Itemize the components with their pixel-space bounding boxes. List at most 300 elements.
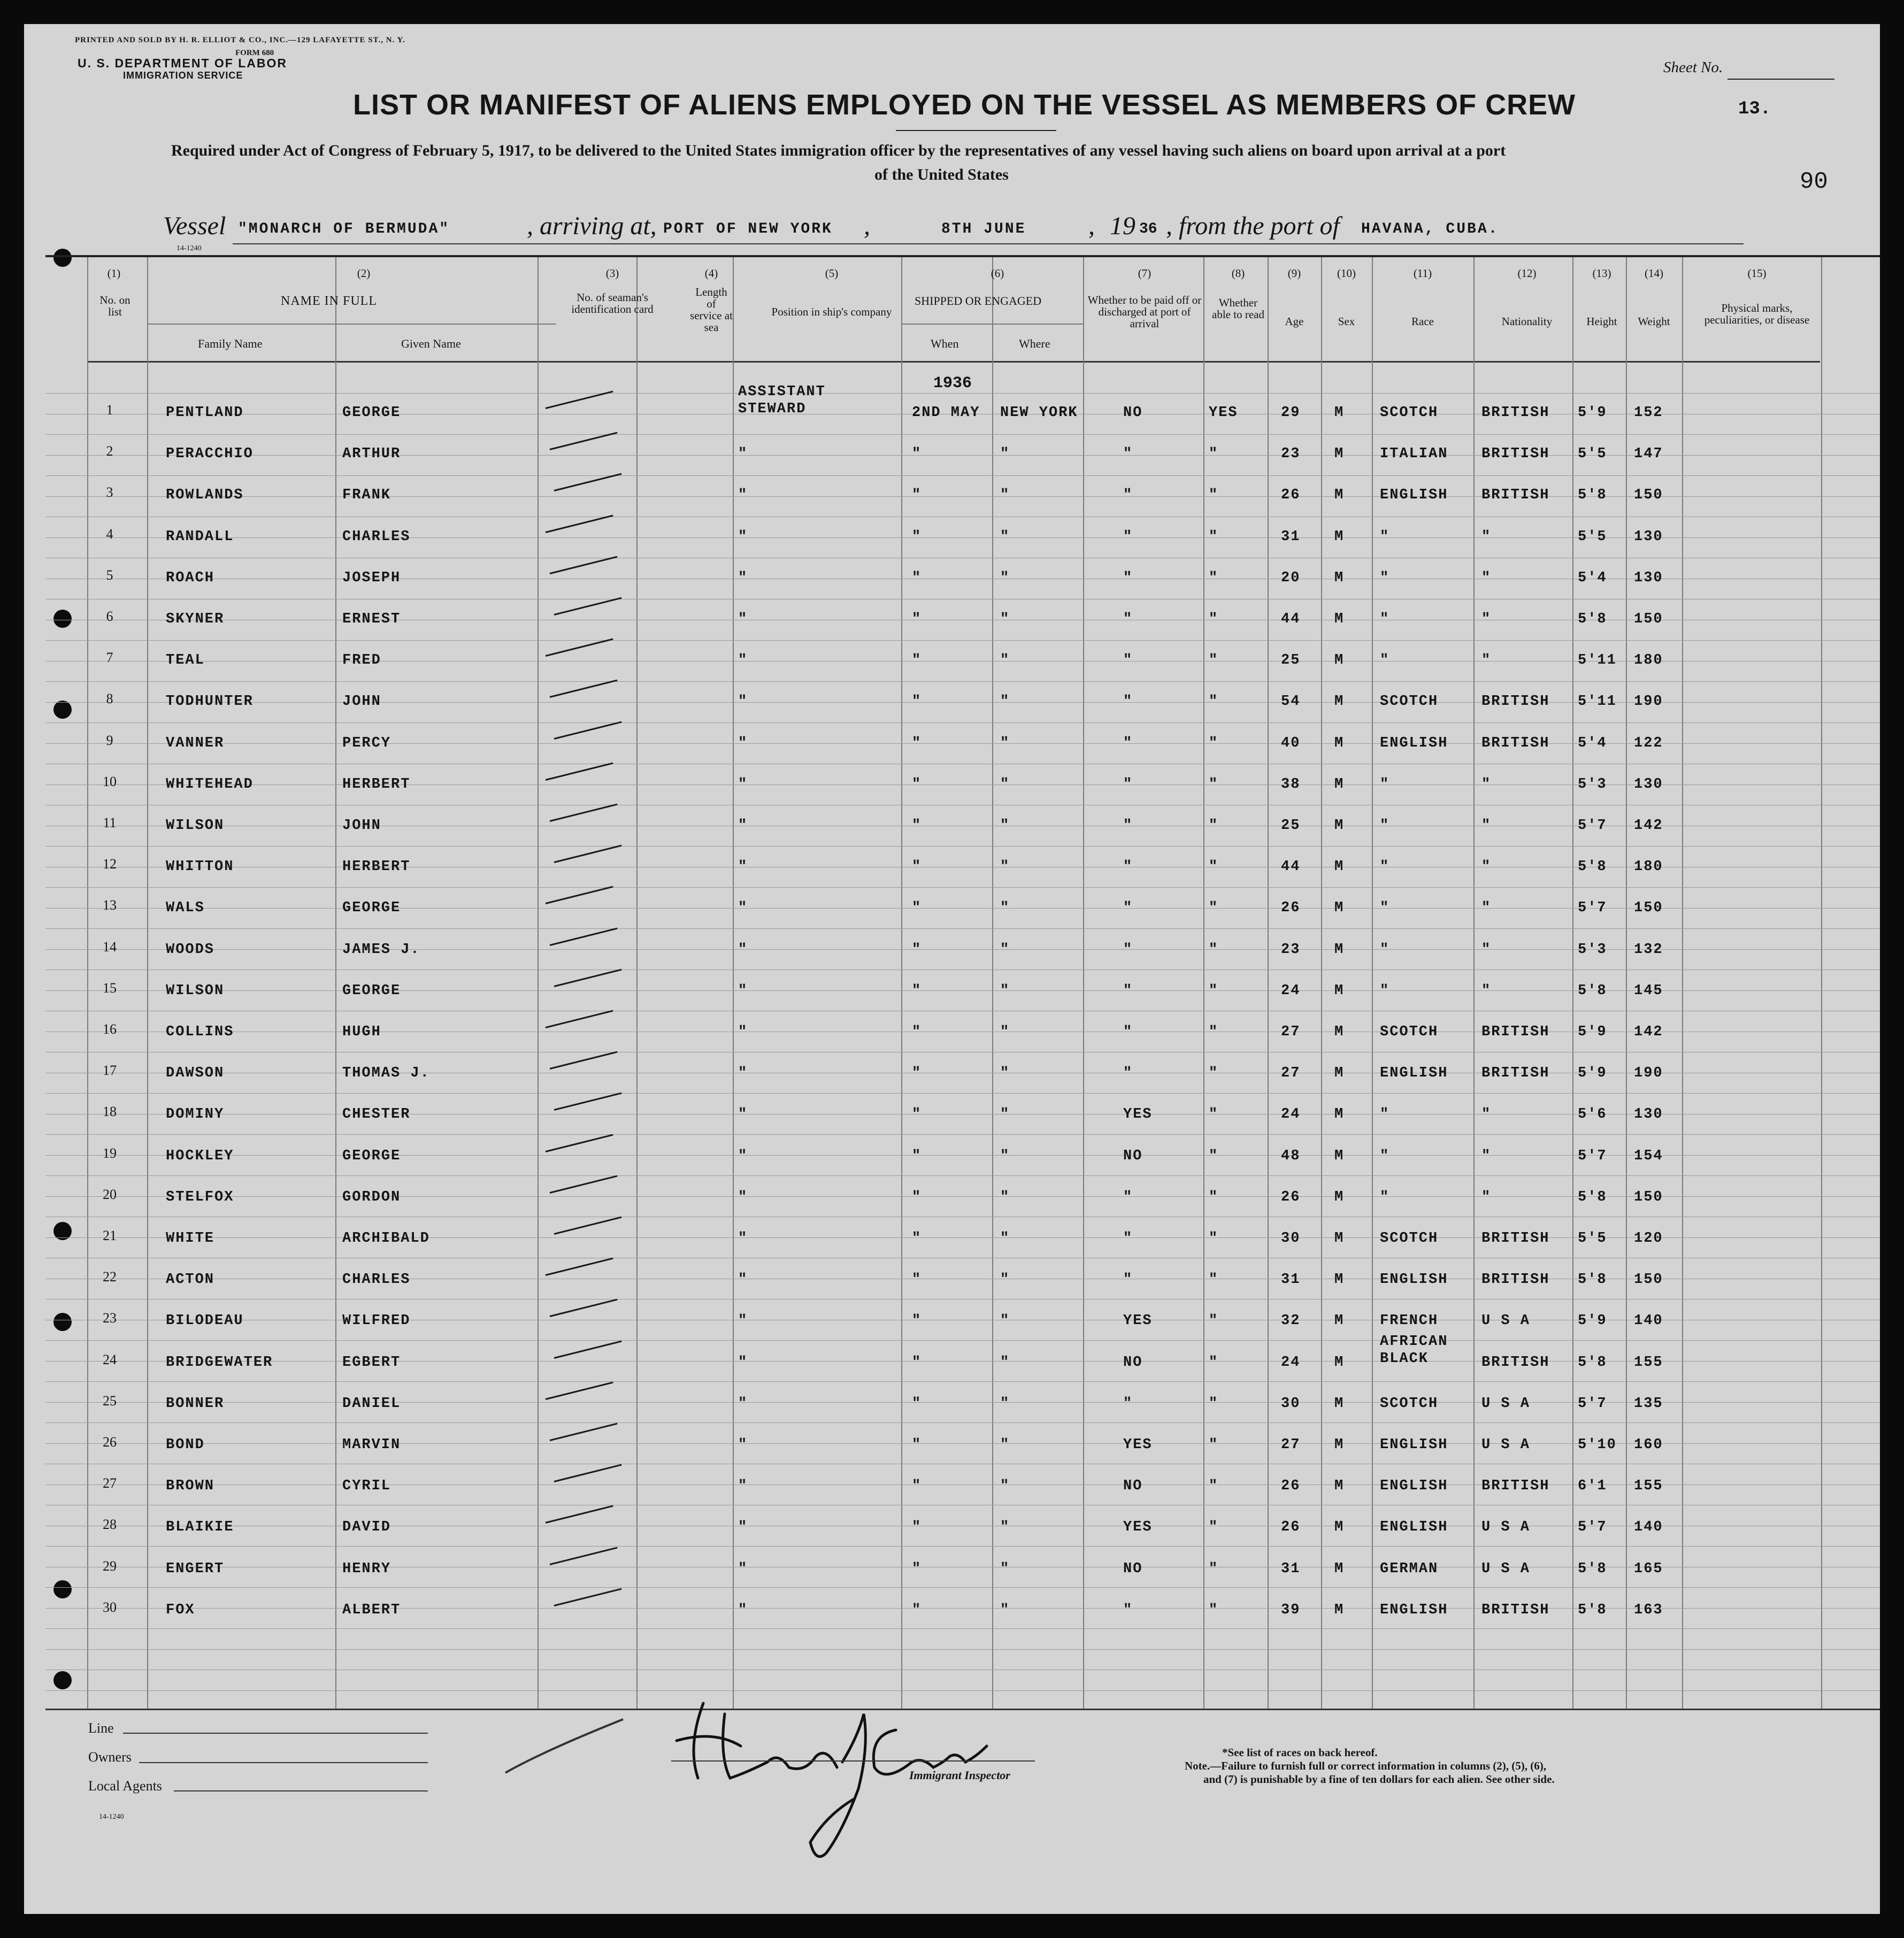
- position: ": [738, 735, 748, 751]
- shipped-where: ": [1000, 1106, 1010, 1123]
- race: ": [1380, 859, 1390, 875]
- inspector-label: Immigrant Inspector: [909, 1768, 1010, 1782]
- height: 6'1: [1578, 1478, 1607, 1495]
- sex: M: [1334, 1560, 1345, 1577]
- shipped-where: ": [1000, 1148, 1010, 1164]
- weight: 130: [1634, 776, 1663, 793]
- shipped-when: ": [912, 1437, 922, 1453]
- nationality: ": [1481, 528, 1492, 545]
- title-rule: [896, 130, 1056, 131]
- height: 5'8: [1578, 487, 1607, 504]
- position: ": [738, 446, 748, 463]
- shipped-when: ": [912, 859, 922, 875]
- height: 5'5: [1578, 1231, 1607, 1247]
- sex: M: [1334, 694, 1345, 710]
- paid-off: NO: [1123, 1354, 1143, 1371]
- col-number-13: (13): [1592, 267, 1611, 280]
- shipped-where: ": [1000, 1189, 1010, 1205]
- height: 5'9: [1578, 1313, 1607, 1329]
- paid-off: ": [1123, 570, 1133, 586]
- nationality: BRITISH: [1481, 405, 1550, 421]
- sex: M: [1334, 859, 1345, 875]
- weight: 145: [1634, 982, 1663, 999]
- able-to-read: ": [1209, 1272, 1219, 1288]
- weight: 150: [1634, 900, 1663, 917]
- race: ": [1380, 528, 1390, 545]
- vessel-label: Vessel: [163, 212, 226, 240]
- weight: 130: [1634, 528, 1663, 545]
- check-mark-stroke: [550, 1051, 618, 1070]
- given-name: GEORGE: [342, 982, 401, 999]
- position: ": [738, 570, 748, 586]
- weight: 130: [1634, 570, 1663, 586]
- able-to-read: ": [1209, 818, 1219, 834]
- weight: 190: [1634, 1065, 1663, 1082]
- paid-off: ": [1123, 859, 1133, 875]
- arriving-label: , arriving at,: [527, 212, 657, 240]
- row-number: 16: [103, 1021, 117, 1037]
- year-prefix: 19: [1110, 212, 1135, 240]
- sex: M: [1334, 941, 1345, 958]
- shipped-when: ": [912, 941, 922, 958]
- paid-off: ": [1123, 611, 1133, 627]
- family-name: STELFOX: [166, 1189, 234, 1205]
- age: 31: [1281, 528, 1301, 545]
- weight: 180: [1634, 859, 1663, 875]
- position: ": [738, 1560, 748, 1577]
- header-where: Where: [1019, 337, 1050, 350]
- race: ENGLISH: [1380, 487, 1448, 504]
- shipped-when: ": [912, 900, 922, 917]
- able-to-read: ": [1209, 859, 1219, 875]
- weight: 155: [1634, 1354, 1663, 1371]
- family-name: ACTON: [166, 1272, 215, 1288]
- nationality: ": [1481, 1148, 1492, 1164]
- check-mark-stroke: [546, 1258, 613, 1276]
- shipped-where: ": [1000, 487, 1010, 504]
- family-name: BOND: [166, 1437, 205, 1453]
- family-name: WOODS: [166, 941, 215, 958]
- header-shipped: SHIPPED OR ENGAGED: [915, 294, 1042, 307]
- paid-off: ": [1123, 528, 1133, 545]
- family-name: BILODEAU: [166, 1313, 244, 1329]
- weight: 140: [1634, 1519, 1663, 1536]
- weight: 152: [1634, 405, 1663, 421]
- given-name: THOMAS J.: [342, 1065, 430, 1082]
- age: 30: [1281, 1395, 1301, 1412]
- shipped-where: ": [1000, 1602, 1010, 1618]
- shipped-when: ": [912, 652, 922, 669]
- position: ": [738, 1231, 748, 1247]
- col-number-3: (3): [605, 267, 619, 280]
- sex: M: [1334, 818, 1345, 834]
- able-to-read: ": [1209, 570, 1219, 586]
- header-seaman-card: No. of seaman's identification card: [571, 291, 654, 316]
- paid-off: ": [1123, 735, 1133, 751]
- shipped-where: ": [1000, 859, 1010, 875]
- weight: 150: [1634, 1189, 1663, 1205]
- paid-off: ": [1123, 982, 1133, 999]
- family-name: ROACH: [166, 570, 215, 586]
- sex: M: [1334, 1313, 1345, 1329]
- age: 26: [1281, 487, 1301, 504]
- col-number-4: (4): [704, 267, 718, 280]
- race: SCOTCH: [1380, 1231, 1439, 1247]
- ruled-line: [45, 1340, 1880, 1341]
- given-name: GEORGE: [342, 1148, 401, 1164]
- paid-off: ": [1123, 1189, 1133, 1205]
- able-to-read: YES: [1209, 405, 1238, 421]
- weight: 147: [1634, 446, 1663, 463]
- sex: M: [1334, 1189, 1345, 1205]
- shipped-when: ": [912, 1024, 922, 1040]
- paid-off: YES: [1123, 1519, 1153, 1536]
- family-name: BLAIKIE: [166, 1519, 234, 1536]
- height: 5'8: [1578, 859, 1607, 875]
- height: 5'9: [1578, 1065, 1607, 1082]
- nationality: ": [1481, 982, 1492, 999]
- given-name: HUGH: [342, 1024, 381, 1040]
- given-name: WILFRED: [342, 1313, 411, 1329]
- shipped-header-divider: [901, 324, 1083, 325]
- sex: M: [1334, 487, 1345, 504]
- able-to-read: ": [1209, 1065, 1219, 1082]
- age: 26: [1281, 1478, 1301, 1495]
- race: ": [1380, 570, 1390, 586]
- row-number: 7: [106, 650, 113, 666]
- sex: M: [1334, 1024, 1345, 1040]
- family-name: WHITTON: [166, 859, 234, 875]
- shipped-when: ": [912, 611, 922, 627]
- nationality: BRITISH: [1481, 1354, 1550, 1371]
- shipped-when: ": [912, 818, 922, 834]
- age: 20: [1281, 570, 1301, 586]
- family-name: BONNER: [166, 1395, 225, 1412]
- paid-off: ": [1123, 487, 1133, 504]
- position: ": [738, 694, 748, 710]
- punch-hole: [53, 1313, 72, 1331]
- header-weight: Weight: [1638, 315, 1670, 328]
- age: 32: [1281, 1313, 1301, 1329]
- nationality: ": [1481, 570, 1492, 586]
- family-name: DAWSON: [166, 1065, 225, 1082]
- header-height: Height: [1586, 315, 1617, 328]
- age: 30: [1281, 1231, 1301, 1247]
- nationality: BRITISH: [1481, 1602, 1550, 1618]
- vessel-name: "MONARCH OF BERMUDA": [238, 221, 450, 237]
- shipped-when: ": [912, 1106, 922, 1123]
- given-name: CHARLES: [342, 528, 411, 545]
- position: ": [738, 487, 748, 504]
- able-to-read: ": [1209, 900, 1219, 917]
- shipped-where: ": [1000, 1065, 1010, 1082]
- able-to-read: ": [1209, 1354, 1219, 1371]
- sex: M: [1334, 1602, 1345, 1618]
- col-number-7: (7): [1138, 267, 1151, 280]
- age: 27: [1281, 1065, 1301, 1082]
- race: SCOTCH: [1380, 1395, 1439, 1412]
- shipped-where: ": [1000, 776, 1010, 793]
- ruled-line: [45, 681, 1880, 682]
- able-to-read: ": [1209, 735, 1219, 751]
- nationality: U S A: [1481, 1437, 1531, 1453]
- height: 5'7: [1578, 1395, 1607, 1412]
- agents-label: Local Agents: [88, 1778, 162, 1794]
- row-number: 18: [103, 1104, 117, 1120]
- paid-off: ": [1123, 776, 1133, 793]
- given-name: ALBERT: [342, 1602, 401, 1618]
- race: SCOTCH: [1380, 1024, 1439, 1040]
- line-underline: [123, 1733, 428, 1734]
- position: ": [738, 941, 748, 958]
- nationality: ": [1481, 776, 1492, 793]
- shipped-when: ": [912, 1560, 922, 1577]
- able-to-read: ": [1209, 652, 1219, 669]
- position: ": [738, 982, 748, 999]
- able-to-read: ": [1209, 1106, 1219, 1123]
- check-mark-stroke: [550, 680, 618, 698]
- shipped-when: ": [912, 1395, 922, 1412]
- sex: M: [1334, 776, 1345, 793]
- row-number: 9: [106, 732, 113, 748]
- header-nationality: Nationality: [1501, 315, 1553, 328]
- paid-off: ": [1123, 1602, 1133, 1618]
- age: 40: [1281, 735, 1301, 751]
- header-name-in-full: NAME IN FULL: [281, 294, 377, 308]
- paid-off: NO: [1123, 1478, 1143, 1495]
- age: 27: [1281, 1024, 1301, 1040]
- able-to-read: ": [1209, 1560, 1219, 1577]
- weight: 122: [1634, 735, 1663, 751]
- height: 5'6: [1578, 1106, 1607, 1123]
- sex: M: [1334, 1395, 1345, 1412]
- col-number-14: (14): [1645, 267, 1663, 280]
- able-to-read: ": [1209, 1024, 1219, 1040]
- age: 23: [1281, 446, 1301, 463]
- height: 5'10: [1578, 1437, 1617, 1453]
- able-to-read: ": [1209, 528, 1219, 545]
- able-to-read: ": [1209, 487, 1219, 504]
- height: 5'11: [1578, 694, 1617, 710]
- shipped-where: ": [1000, 1231, 1010, 1247]
- shipped-where: NEW YORK: [1000, 405, 1078, 421]
- check-mark-stroke: [554, 1217, 622, 1235]
- row-number: 1: [106, 402, 113, 418]
- arrival-date: 8TH JUNE: [941, 221, 1026, 237]
- nationality: BRITISH: [1481, 735, 1550, 751]
- nationality: U S A: [1481, 1313, 1531, 1329]
- shipped-when: ": [912, 776, 922, 793]
- able-to-read: ": [1209, 1437, 1219, 1453]
- check-mark-stroke: [550, 1547, 618, 1565]
- position: ": [738, 776, 748, 793]
- punch-hole: [53, 1580, 72, 1598]
- family-name: WHITE: [166, 1231, 215, 1247]
- shipped-when: ": [912, 1519, 922, 1536]
- nationality: ": [1481, 1189, 1492, 1205]
- race: ": [1380, 900, 1390, 917]
- nationality: ": [1481, 900, 1492, 917]
- ruled-line: [45, 1628, 1880, 1629]
- nationality: ": [1481, 652, 1492, 669]
- shipped-when: ": [912, 487, 922, 504]
- check-mark-stroke: [546, 514, 613, 533]
- age: 25: [1281, 818, 1301, 834]
- paid-off: ": [1123, 652, 1133, 669]
- ruled-line: [45, 846, 1880, 847]
- owners-underline: [139, 1762, 428, 1763]
- shipped-where: ": [1000, 1272, 1010, 1288]
- service-name: IMMIGRATION SERVICE: [123, 70, 243, 81]
- family-name: FOX: [166, 1602, 195, 1618]
- given-name: CYRIL: [342, 1478, 391, 1495]
- height: 5'5: [1578, 528, 1607, 545]
- race: ": [1380, 941, 1390, 958]
- check-mark-stroke: [546, 762, 613, 780]
- row-number: 26: [103, 1434, 117, 1450]
- ruled-line: [45, 1175, 1880, 1176]
- paid-off: ": [1123, 900, 1133, 917]
- name-header-divider: [147, 324, 556, 325]
- pen-stroke: [500, 1714, 628, 1778]
- ruled-line: [45, 1381, 1880, 1382]
- shipped-where: ": [1000, 1519, 1010, 1536]
- race: ": [1380, 611, 1390, 627]
- position: ": [738, 528, 748, 545]
- ruled-line: [45, 1422, 1880, 1423]
- given-name: ERNEST: [342, 611, 401, 627]
- given-name: GORDON: [342, 1189, 401, 1205]
- weight: 120: [1634, 1231, 1663, 1247]
- position: ": [738, 900, 748, 917]
- shipped-when: ": [912, 1602, 922, 1618]
- header-when: When: [931, 337, 959, 350]
- sex: M: [1334, 1148, 1345, 1164]
- row-number: 17: [103, 1063, 117, 1079]
- given-name: ARTHUR: [342, 446, 401, 463]
- shipped-where: ": [1000, 1560, 1010, 1577]
- sex: M: [1334, 735, 1345, 751]
- nationality: BRITISH: [1481, 1478, 1550, 1495]
- nationality: ": [1481, 941, 1492, 958]
- row-number: 14: [103, 939, 117, 955]
- punch-hole: [53, 249, 72, 267]
- nationality: BRITISH: [1481, 1272, 1550, 1288]
- sex: M: [1334, 1354, 1345, 1371]
- check-mark-stroke: [550, 927, 618, 945]
- family-name: BROWN: [166, 1478, 215, 1495]
- age: 29: [1281, 405, 1301, 421]
- age: 44: [1281, 859, 1301, 875]
- nationality: BRITISH: [1481, 1024, 1550, 1040]
- shipped-when: ": [912, 1148, 922, 1164]
- age: 24: [1281, 1354, 1301, 1371]
- ruled-line: [45, 640, 1880, 641]
- able-to-read: ": [1209, 694, 1219, 710]
- inspector-underline: [671, 1760, 1035, 1762]
- shipped-when: ": [912, 1272, 922, 1288]
- header-paid-off: Whether to be paid off or discharged at port of arrival: [1087, 294, 1202, 330]
- weight: 130: [1634, 1106, 1663, 1123]
- family-name: PERACCHIO: [166, 446, 254, 463]
- height: 5'7: [1578, 900, 1607, 917]
- col-number-1: (1): [107, 267, 121, 280]
- height: 5'4: [1578, 735, 1607, 751]
- races-note: *See list of races on back hereof.: [1222, 1746, 1378, 1759]
- penalty-note-1: Note.—Failure to furnish full or correct information in columns (2), (5), (6),: [1185, 1759, 1546, 1772]
- row-number: 3: [106, 484, 113, 501]
- race: ": [1380, 776, 1390, 793]
- form-code-small: 14-1240: [176, 244, 202, 252]
- age: 23: [1281, 941, 1301, 958]
- shipped-where: ": [1000, 1024, 1010, 1040]
- row-number: 13: [103, 897, 117, 913]
- ruled-line: [45, 393, 1880, 394]
- given-name: DANIEL: [342, 1395, 401, 1412]
- position: ": [738, 652, 748, 669]
- height: 5'9: [1578, 405, 1607, 421]
- row-number: 5: [106, 567, 113, 583]
- able-to-read: ": [1209, 1189, 1219, 1205]
- nationality: ": [1481, 1106, 1492, 1123]
- shipped-when: ": [912, 528, 922, 545]
- page-stamp: 90: [1800, 168, 1828, 195]
- paid-off: NO: [1123, 1560, 1143, 1577]
- age: 31: [1281, 1560, 1301, 1577]
- able-to-read: ": [1209, 1313, 1219, 1329]
- check-mark-stroke: [550, 1423, 618, 1441]
- family-name: ENGERT: [166, 1560, 225, 1577]
- weight: 163: [1634, 1602, 1663, 1618]
- height: 5'3: [1578, 776, 1607, 793]
- comma-separator: ,: [1088, 212, 1095, 240]
- agents-underline: [174, 1790, 428, 1791]
- position: ASSISTANT STEWARD: [738, 384, 826, 417]
- nationality: U S A: [1481, 1395, 1531, 1412]
- race: ITALIAN: [1380, 446, 1448, 463]
- given-name: FRANK: [342, 487, 391, 504]
- family-name: DOMINY: [166, 1106, 225, 1123]
- check-mark-stroke: [554, 1340, 622, 1358]
- weight: 150: [1634, 1272, 1663, 1288]
- able-to-read: ": [1209, 611, 1219, 627]
- shipped-where: ": [1000, 652, 1010, 669]
- position: ": [738, 1354, 748, 1371]
- weight: 135: [1634, 1395, 1663, 1412]
- paid-off: YES: [1123, 1106, 1153, 1123]
- row-number: 22: [103, 1269, 117, 1285]
- punch-hole: [53, 1671, 72, 1689]
- row-number: 23: [103, 1310, 117, 1326]
- given-name: CHARLES: [342, 1272, 411, 1288]
- ruled-line: [45, 434, 1880, 435]
- age: 26: [1281, 1519, 1301, 1536]
- row-number: 8: [106, 691, 113, 707]
- shipped-when: ": [912, 1354, 922, 1371]
- position: ": [738, 1519, 748, 1536]
- height: 5'7: [1578, 1148, 1607, 1164]
- row-number: 30: [103, 1599, 117, 1615]
- race: SCOTCH: [1380, 405, 1439, 421]
- paid-off: YES: [1123, 1437, 1153, 1453]
- family-name: ROWLANDS: [166, 487, 244, 504]
- shipped-when: ": [912, 982, 922, 999]
- page-title: LIST OR MANIFEST OF ALIENS EMPLOYED ON THE VESSEL AS MEMBERS OF CREW: [353, 89, 1576, 121]
- age: 24: [1281, 1106, 1301, 1123]
- nationality: ": [1481, 859, 1492, 875]
- race: ": [1380, 652, 1390, 669]
- shipped-when: ": [912, 1189, 922, 1205]
